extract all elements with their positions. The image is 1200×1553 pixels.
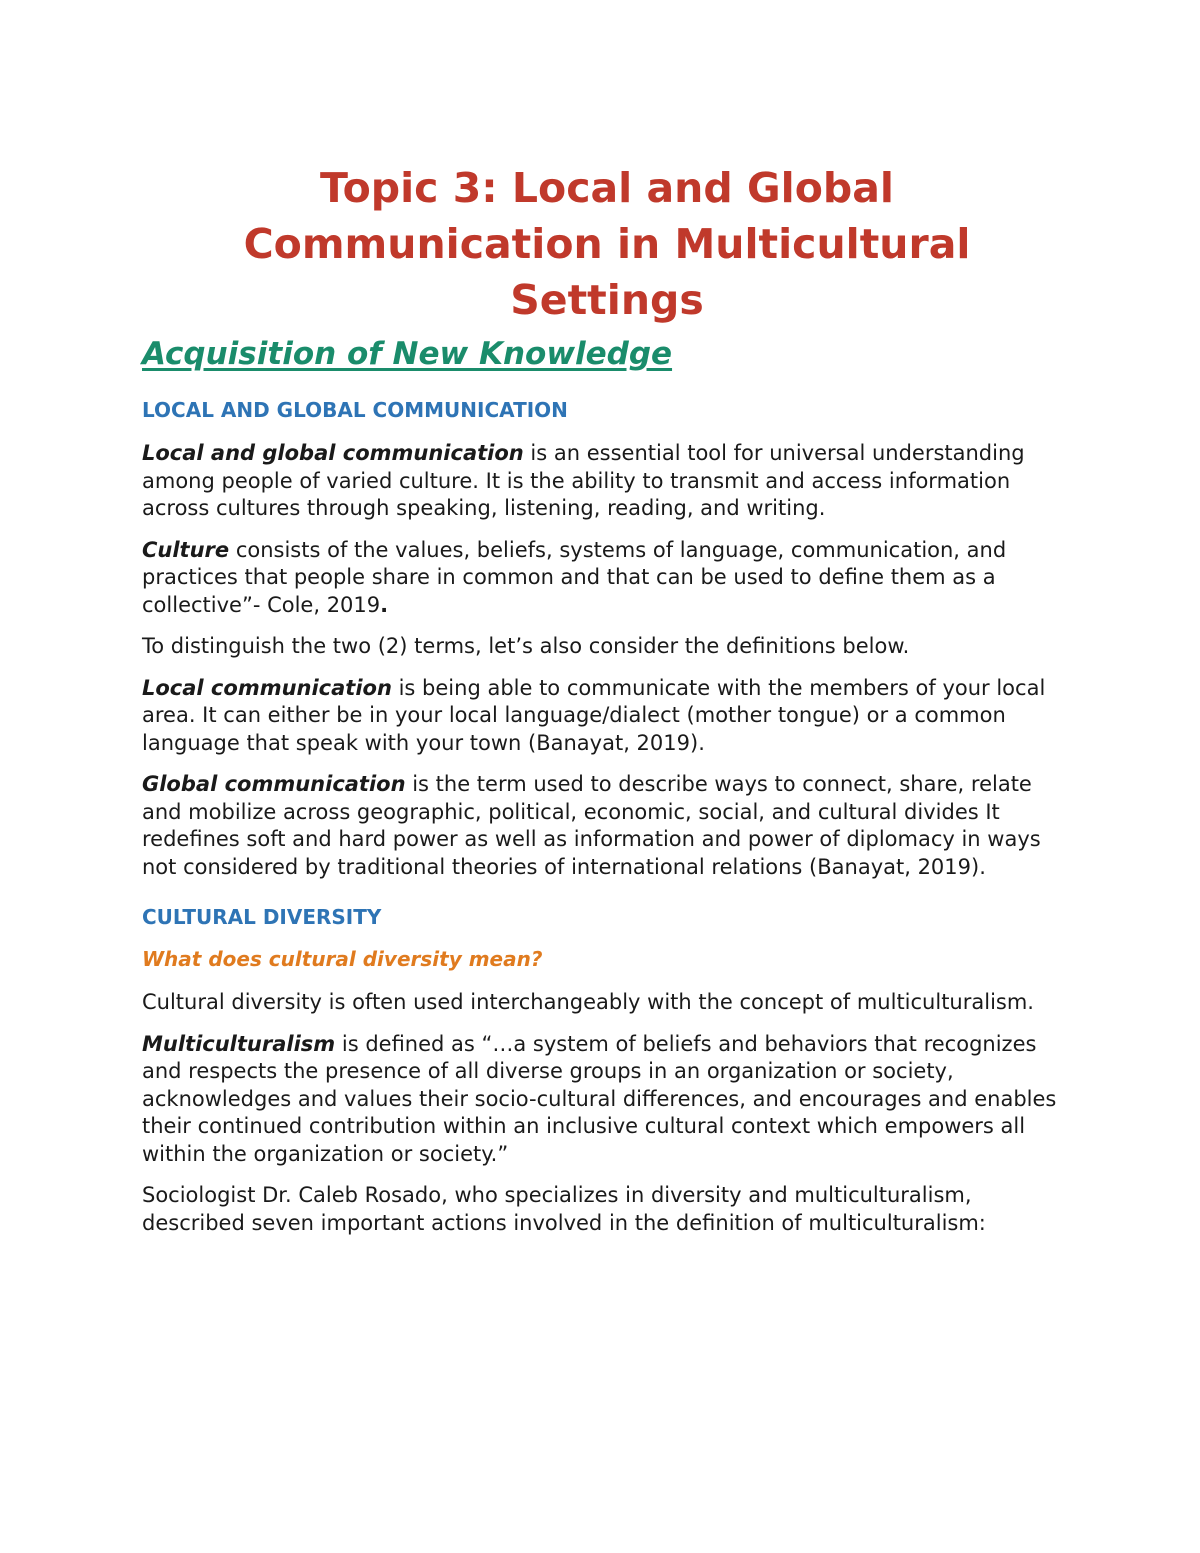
page-title [142, 160, 1072, 328]
term-local-communication: Local communication [142, 675, 392, 700]
culture-definition [142, 537, 1072, 620]
definition-text: is an essential tool for universal understanding among people of varied culture. It is the ability to transmit and access information across cultures through speaking, listening, reading, and writing. [142, 441, 1025, 520]
local-global-heading: LOCAL AND GLOBAL COMMUNICATION [142, 398, 568, 422]
term-multiculturalism: Multiculturalism [142, 1031, 336, 1056]
multiculturalism-definition [142, 1031, 1072, 1169]
title-line-3: Settings [510, 276, 704, 324]
term-global-communication: Global communication [142, 772, 406, 796]
period: . [380, 592, 389, 617]
cultural-diversity-question: What does cultural diversity mean? [142, 947, 543, 971]
definition-text: is the term used to describe ways to connect, share, relate and mobilize across geographic, political, economic, social, and cultural divides It redefines soft and hard power as well as information and power of diplomacy in ways not considered by traditional theories of international relations (Banayat, 2019). [142, 772, 1041, 879]
definition-text: is defined as “…a system of beliefs and behaviors that recognizes and respects the presence of all diverse groups in an organization or society, acknowledges and values their socio-cultural differences, and encourages and enables their continued contribution within an inclusive cultural context which empowers all within the organization or society.” [142, 1031, 1057, 1166]
title-line-2: Communication in Multicultural [243, 220, 971, 268]
distinguish-paragraph: To distinguish the two (2) terms, let’s also consider the definitions below. [142, 634, 910, 658]
cultural-diversity-heading: CULTURAL DIVERSITY [142, 905, 382, 929]
term-local-global: Local and global communication [142, 441, 524, 465]
definition-text: is being able to communicate with the members of your local area. It can either be in your local language/dialect (mother tongue) or a common language that speak with your town (Banayat, 2019). [142, 675, 1046, 755]
rosado-paragraph: Sociologist Dr. Caleb Rosado, who specializes in diversity and multiculturalism, described seven important actions involved in the definition of multiculturalism: [142, 1183, 986, 1235]
global-communication-definition [142, 771, 1072, 881]
document-page [142, 160, 1072, 1237]
local-communication-definition [142, 675, 1072, 758]
cultural-diversity-paragraph: Cultural diversity is often used interchangeably with the concept of multiculturalism. [142, 990, 1034, 1014]
definition-text: consists of the values, beliefs, systems of language, communication, and practices that people share in common and that can be used to define them as a collective”- Cole, 2019 [142, 537, 1007, 617]
section-heading: Acquisition of New Knowledge [142, 336, 673, 372]
title-line-1: Topic 3: Local and Global [320, 164, 894, 212]
local-global-definition [142, 440, 1072, 523]
term-culture: Culture [142, 537, 230, 562]
